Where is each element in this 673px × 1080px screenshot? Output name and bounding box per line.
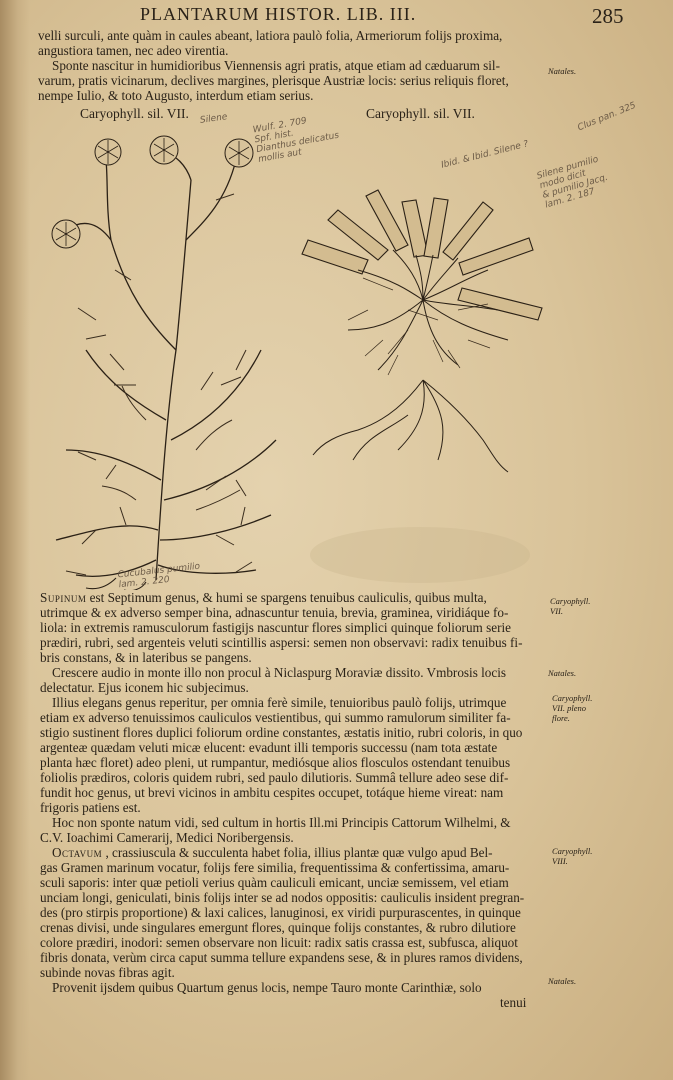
woodcut-caryophyllus-right (298, 180, 548, 480)
page-gutter-shadow (0, 0, 30, 1080)
figure-caption-left: Caryophyll. sil. VII. (80, 106, 189, 121)
woodcut-caryophyllus-left (36, 120, 296, 590)
text-line: utrimque & ex adverso semper bina, adnascuntur tenuia, brevia, graminea, viridiáque fo- (40, 605, 509, 620)
handwritten-annotation: Cucubalus pumilio lam. 2. 220 (117, 561, 201, 591)
text-line: fibris donata, verùm circa caput summa tellure expandens sese, & in plures ramos dividens, (40, 950, 523, 965)
margin-note: Caryophyll. VII. (550, 596, 591, 616)
text-line: frigoris patiens est. (40, 800, 141, 815)
text-line: Crescere audio in monte illo non procul à Niclaspurg Moraviæ dissito. Vmbrosis locis (52, 665, 507, 680)
margin-note: Natales. (548, 976, 577, 986)
text-line: velli surculi, ante quàm in caules abeant, latiora paulò folia, Armeriorum folijs proxima, (38, 28, 503, 43)
figure-caption-right: Caryophyll. sil. VII. (366, 106, 475, 121)
text-line: nempe Iulio, & toto Augusto, interdum etiam serius. (38, 88, 314, 103)
text-line: Illius elegans genus reperitur, per omnia ferè simile, tenuioribus paulò folijs, utrimque (52, 695, 507, 710)
text-line: Hoc non sponte natum vidi, sed cultum in hortis Ill.mi Principis Cattorum Wilhelmi, & (52, 815, 511, 830)
text-line: liola: in extremis ramusculorum fastigijs nascuntur flores simplici quinque foliorum serie (40, 620, 511, 635)
text-line: foliolis prædiros, coloris quidem rubri, sed paulo dilutioris. Summâ tellure adeo sese dif- (40, 770, 509, 785)
section-lead-word: Octavum (52, 845, 103, 860)
text-line: des (pro stirpis proportione) & laxi calices, lanuginosi, ex viridi purpurascentes, in quinque (40, 905, 521, 920)
text-line: sculi saporis: inter quæ petioli verius quàm cauliculi emicant, unciæ semissem, vel etiam (40, 875, 509, 890)
margin-note: Natales. (548, 66, 577, 76)
handwritten-annotation: Clus pan. 325 (576, 100, 638, 134)
handwritten-annotation: Ibid. & Ibid. Silene ? (440, 139, 530, 171)
text-line: stigio sustinent flores duplici foliorum ordine constantes, æstatis initio, rubri coloris, in quo (40, 725, 523, 740)
handwritten-annotation: Silene (199, 112, 229, 126)
text-line: varum, pratis vicinarum, declives margines, plerisque Austriæ locis: serius reliquis floret, (38, 73, 509, 88)
text-line: C.V. Ioachimi Camerarij, Medici Noribergensis. (40, 830, 294, 845)
text-line: planta hæc floret) adeo pleni, ut rumpantur, mediósque alios flosculos ostendant tenuibus (40, 755, 511, 770)
text-line: bris constans, & in lateribus se pangens. (40, 650, 252, 665)
text-line: Octavum , crassiuscula & succulenta habet folia, illius plantæ quæ vulgo apud Bel- (52, 845, 493, 860)
text-line: prædiri, rubri, sed argenteis veluti scintillis aspersi: semen non observavi: radix tenuibus fi- (40, 635, 523, 650)
text-line: Sponte nascitur in humidioribus Viennensis agri pratis, atque etiam ad cæduarum sil- (52, 58, 500, 73)
text-line: colore prædiri, inodori: semen observare non licuit: radix satis crassa est, subfusca, aliquot (40, 935, 518, 950)
margin-note: Natales. (548, 668, 577, 678)
text-line: crenas divisi, unde singulares emergunt flores, quinque folijs constantes, & rubro dilutiore (40, 920, 516, 935)
text-line: angustiora tamen, nec adeo virentia. (38, 43, 229, 58)
margin-note: Caryophyll. VIII. (552, 846, 593, 866)
text-line: etiam ex adverso tenuissimos cauliculos vestientibus, qui summo ramulorum similiter fa- (40, 710, 511, 725)
show-through-smudge (300, 520, 540, 590)
handwritten-annotation: Silene pumilio modo dicit & pumilio Jacq. lam. 2. 187 (535, 154, 610, 211)
catchword: tenui (500, 995, 527, 1010)
text-line: unciam longi, geniculati, binis folijs inter se ad nodos oppositis: cauliculis insident pregran- (40, 890, 525, 905)
text-line: Provenit ijsdem quibus Quartum genus locis, nempe Tauro monte Carinthiæ, solo (52, 980, 482, 995)
running-head: PLANTARUM HISTOR. LIB. III. (140, 4, 417, 24)
text-line: argenteæ quædam veluti micæ elucent: evadunt illi temporis successu (nam tota æstate (40, 740, 498, 755)
text-line: fundit hoc genus, ut brevi vicinos in ambitu cespites occupet, totáque hieme vireat: nam (40, 785, 504, 800)
text-line: delectatur. Ejus iconem hic subjecimus. (40, 680, 249, 695)
handwritten-annotation: Wulf. 2. 709 Spf. hist. Dianthus delicatus mollis aut (252, 116, 340, 165)
text-line: subinde novas fibras agit. (40, 965, 175, 980)
page-number: 285 (592, 4, 624, 28)
text-line: Supinum est Septimum genus, & humi se spargens tenuibus cauliculis, quibus multa, (40, 590, 487, 605)
margin-note: Caryophyll. VII. pleno flore. (552, 693, 593, 723)
section-lead-word: Supinum (40, 590, 87, 605)
text-line: gas Gramen marinum vocatur, folijs fere similia, frequentissima & confertissima, amaru- (40, 860, 510, 875)
